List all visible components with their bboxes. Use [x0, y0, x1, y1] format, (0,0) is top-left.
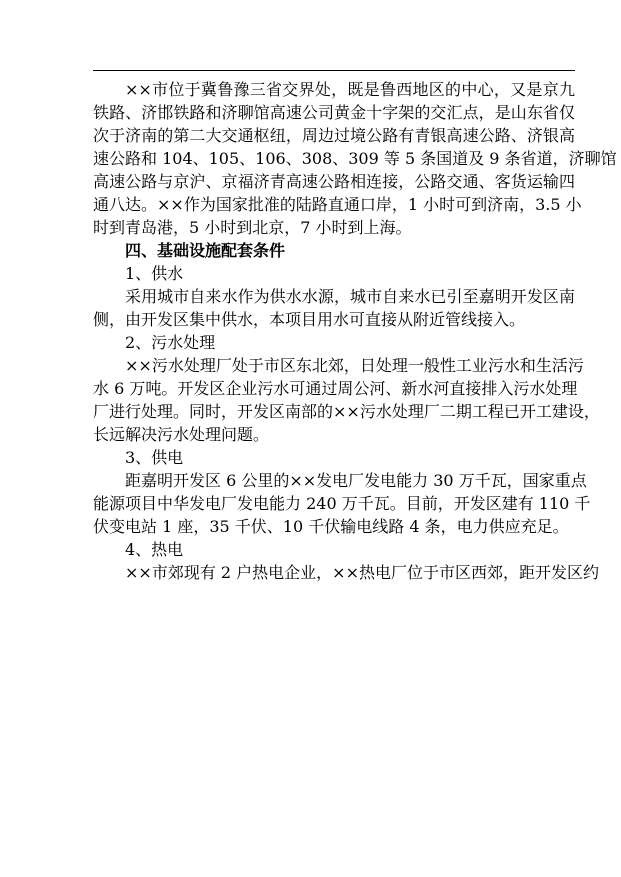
document-body [93, 77, 617, 583]
text-line: 采用城市自来水作为供水水源，城市自来水已引至嘉明开发区南 [125, 287, 575, 306]
text-line: 能源项目中华发电厂发电能力 240 万千瓦。目前，开发区建有 110 千 [93, 494, 591, 513]
subsection-title-heat: 4、热电 [125, 540, 184, 559]
header-rule [93, 70, 575, 71]
text-line: 距嘉明开发区 6 公里的××发电厂发电能力 30 万千瓦，国家重点 [125, 471, 587, 490]
subsection-title-water: 1、供水 [125, 264, 184, 283]
paragraph-water [93, 284, 575, 330]
text-line: ××市位于冀鲁豫三省交界处，既是鲁西地区的中心，又是京九 [125, 80, 575, 99]
subsection-title-sewage: 2、污水处理 [125, 333, 216, 352]
section-heading: 四、基础设施配套条件 [125, 241, 286, 260]
text-line: 高速公路与京沪、京福济青高速公路相连接，公路交通、客货运输四 [93, 172, 575, 191]
text-line: 铁路、济邯铁路和济聊馆高速公司黄金十字架的交汇点，是山东省仅 [93, 103, 575, 122]
text-line: 次于济南的第二大交通枢纽，周边过境公路有青银高速公路、济银高 [93, 126, 575, 145]
text-line: 厂进行处理。同时，开发区南部的××污水处理厂二期工程已开工建设， [93, 402, 600, 421]
text-line: 通八达。××作为国家批准的陆路直通口岸，1 小时可到济南，3.5 小 [93, 195, 582, 214]
paragraph-heat [93, 560, 599, 583]
text-line: 水 6 万吨。开发区企业污水可通过周公河、新水河直接排入污水处理 [93, 379, 578, 398]
text-line: 时到青岛港，5 小时到北京，7 小时到上海。 [93, 218, 412, 237]
paragraph-sewage [93, 353, 600, 445]
text-line: 长远解决污水处理问题。 [93, 425, 270, 444]
text-line: ××市郊现有 2 户热电企业，××热电厂位于市区西郊，距开发区约 [125, 563, 599, 582]
paragraph-power [93, 468, 591, 537]
text-line: 速公路和 104、105、106、308、309 等 5 条国道及 9 条省道，济聊馆 [93, 149, 617, 168]
text-line: ××污水处理厂处于市区东北郊，日处理一般性工业污水和生活污 [125, 356, 584, 375]
text-line: 伏变电站 1 座，35 千伏、10 千伏输电线路 4 条，电力供应充足。 [93, 517, 569, 536]
text-line: 侧，由开发区集中供水，本项目用水可直接从附近管线接入。 [93, 310, 526, 329]
subsection-title-power: 3、供电 [125, 448, 184, 467]
paragraph-location [93, 77, 617, 238]
